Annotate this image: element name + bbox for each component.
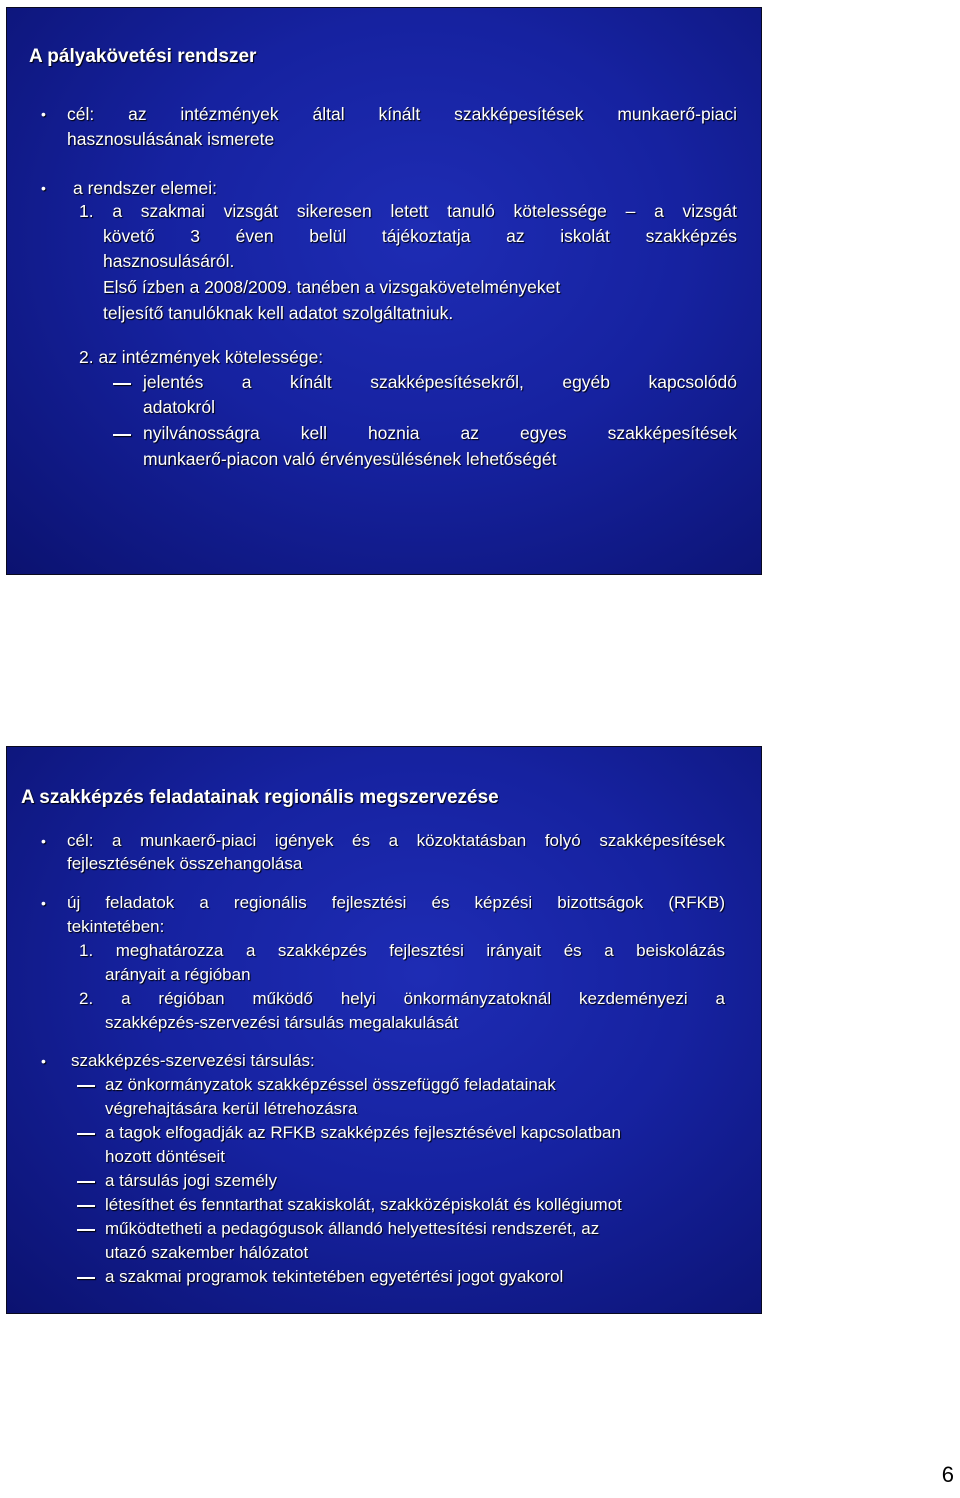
assoc-label: szakképzés-szervezési társulás: <box>71 1051 315 1070</box>
item2-label: 2. az intézmények kötelessége: <box>79 347 324 367</box>
bullet-icon: • <box>41 1053 46 1069</box>
assoc-item-line: a tagok elfogadják az RFKB szakképzés fejlesztésével kapcsolatban <box>105 1123 621 1142</box>
slide-title: A szakképzés feladatainak regionális megszervezése <box>21 787 499 808</box>
new-tasks-line: tekintetében: <box>67 917 165 936</box>
item1-line: Első ízben a 2008/2009. tanében a vizsgakövetelményeket <box>103 277 561 297</box>
item1-line: teljesítő tanulóknak kell adatot szolgáltatniuk. <box>103 303 454 323</box>
assoc-item-line: a társulás jogi személy <box>105 1171 277 1190</box>
item2-dash-line: nyilvánosságra kell hoznia az egyes szakképesítések <box>143 423 737 443</box>
item1-line: hasznosulásáról. <box>103 251 235 271</box>
dash-icon <box>113 383 131 385</box>
assoc-item-line: létesíthet és fenntarthat szakiskolát, szakközépiskolát és kollégiumot <box>105 1195 622 1214</box>
assoc-item-line: a szakmai programok tekintetében egyetértési jogot gyakorol <box>105 1267 564 1286</box>
item2-dash-line: jelentés a kínált szakképesítésekről, egyéb kapcsolódó <box>143 372 737 392</box>
task1-line: 1. meghatározza a szakképzés fejlesztési irányait és a beiskolázás <box>79 941 725 960</box>
assoc-item-line: az önkormányzatok szakképzéssel összefüggő feladatainak <box>105 1075 556 1094</box>
goal-line: fejlesztésének összehangolása <box>67 854 303 873</box>
dash-icon <box>77 1181 95 1183</box>
dash-icon <box>113 434 131 436</box>
assoc-item-line: hozott döntéseit <box>105 1147 226 1166</box>
slide-title: A pályakövetési rendszer <box>29 46 257 67</box>
assoc-item-line: működtetheti a pedagógusok állandó helyettesítési rendszerét, az <box>105 1219 600 1238</box>
dash-icon <box>77 1085 95 1087</box>
dash-icon <box>77 1277 95 1279</box>
bullet-icon: • <box>41 180 46 196</box>
item1-line: követő 3 éven belül tájékoztatja az iskolát szakképzés <box>103 226 737 246</box>
item1-line: 1. a szakmai vizsgát sikeresen letett tanuló kötelessége – a vizsgát <box>79 201 737 221</box>
page-number: 6 <box>941 1462 954 1487</box>
item2-dash-line: adatokról <box>143 397 215 417</box>
assoc-item-line: utazó szakember hálózatot <box>105 1243 309 1262</box>
goal-line: cél: a munkaerő-piaci igények és a közoktatásban folyó szakképesítések <box>67 831 725 850</box>
dash-icon <box>77 1133 95 1135</box>
bullet-icon: • <box>41 833 46 849</box>
dash-icon <box>77 1229 95 1231</box>
goal-line: cél: az intézmények által kínált szakképesítések munkaerő-piaci <box>67 104 737 124</box>
goal-line: hasznosulásának ismerete <box>67 129 275 149</box>
item2-dash-line: munkaerő-piacon való érvényesülésének lehetőségét <box>143 449 557 469</box>
slide-payakovetes <box>6 7 762 575</box>
task2-line: 2. a régióban működő helyi önkormányzatoknál kezdeményezi a <box>79 989 725 1008</box>
task1-line: arányait a régióban <box>105 965 251 984</box>
bullet-icon: • <box>41 895 46 911</box>
task2-line: szakképzés-szervezési társulás megalakulását <box>105 1013 459 1032</box>
dash-icon <box>77 1205 95 1207</box>
new-tasks-line: új feladatok a regionális fejlesztési és képzési bizottságok (RFKB) <box>67 893 725 912</box>
bullet-icon: • <box>41 106 46 122</box>
assoc-item-line: végrehajtására kerül létrehozásra <box>105 1099 358 1118</box>
elements-label: a rendszer elemei: <box>73 178 217 198</box>
slide-regionalis <box>6 746 762 1314</box>
